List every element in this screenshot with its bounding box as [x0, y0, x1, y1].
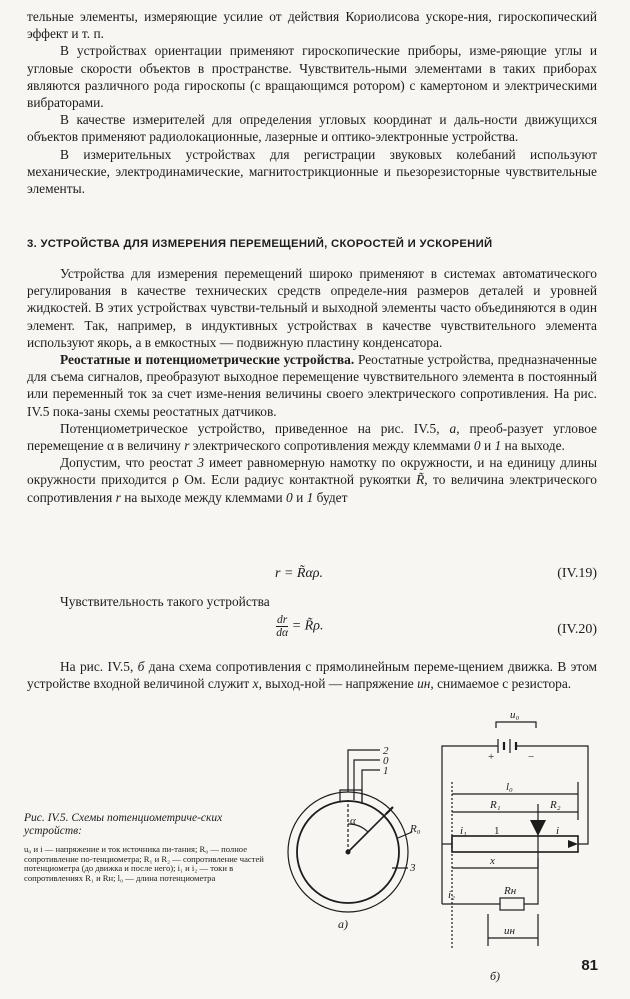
- derivative-fraction: [276, 614, 288, 639]
- p7a: Потенциометрическое устройство, приведенное на рис. IV.5,: [60, 420, 450, 436]
- label-i1: i₁: [460, 825, 467, 837]
- label-un: uн: [504, 925, 515, 937]
- p8h: 0: [286, 489, 293, 505]
- lead-0: [354, 760, 380, 800]
- p10d: x: [252, 676, 259, 692]
- equation-iv20-number: (IV.20): [557, 622, 597, 637]
- p7f: 0: [473, 438, 481, 454]
- p8j: 1: [306, 489, 314, 505]
- figure-b-linear-potentiometer: [430, 708, 615, 992]
- equation-iv19-number: (IV.19): [557, 566, 597, 581]
- p10g: , снимаемое с резистора.: [430, 676, 572, 692]
- wiper-arrowhead: [530, 820, 546, 836]
- paragraph-5: Устройства для измерения перемещений широко применяют в системах автоматического регулирования в качестве технических средств определе-ния размеров деталей и уровней жидкостей. В этих устройствах чувстви-тельный и выходной элементы часто объединяются в один элемент. Так, например, в индуктивных устройствах в качестве чувствительного элемента используют якорь, а в емкостных — подвижную пластину конденсатора.: [27, 266, 597, 350]
- label-x: x: [490, 855, 495, 867]
- u0-bracket: [496, 722, 536, 728]
- p8d: R̃: [416, 472, 425, 488]
- p10b: б: [137, 659, 145, 674]
- paragraph-3: В качестве измерителей для определения угловых координат и даль-ности движущихся объектов применяют радиолокационные, лазерные и оптико-электронные устройства.: [27, 112, 597, 145]
- label-wiper-1: 1: [494, 825, 500, 837]
- label-r0: R₀: [410, 823, 421, 835]
- current-arrowhead: [568, 840, 578, 848]
- label-minus: −: [528, 751, 535, 763]
- label-alpha: α: [350, 815, 356, 827]
- label-rn: Rн: [504, 885, 517, 897]
- paragraph-6-text: Реостатные устройства, предназначенные для съема сигналов, преобразуют выходное перемещение чувствительного элемента в постоянный или переменный ток за счет изме-нения величины своего электрического сопротивления. На рис. IV.5 пока-заны схемы реостатных датчиков.: [27, 352, 598, 419]
- resistor-body: [452, 836, 578, 852]
- wire-right: [534, 746, 588, 844]
- lead-2: [348, 750, 380, 792]
- wire-left: [442, 746, 498, 904]
- equation-iv20: [27, 614, 597, 648]
- paragraph-6: [27, 351, 597, 420]
- load-wire-right: [524, 858, 538, 904]
- paragraph-1: тельные элементы, измеряющие усилие от действия Кориолисова ускоре-ния, гироскопический эффект и т. п.: [27, 9, 597, 42]
- label-terminal-0: 0: [383, 755, 389, 767]
- paragraph-9: Чувствительность такого устройства: [60, 594, 270, 609]
- fraction-denominator: dα: [276, 627, 289, 639]
- page-number: 81: [581, 957, 598, 974]
- p10f: uн: [417, 676, 431, 692]
- p7b: а: [449, 420, 457, 436]
- label-l0: l₀: [506, 781, 513, 793]
- paragraph-10: [27, 658, 597, 692]
- lead-1: [362, 770, 380, 804]
- fraction-numerator: dr: [277, 614, 288, 626]
- p8g: на выходе между клеммами: [120, 489, 287, 505]
- p10a: На рис. IV.5,: [60, 659, 138, 674]
- p8e: , то величина электрического сопротивления: [27, 472, 597, 505]
- label-r1: R₁: [490, 799, 501, 811]
- label-r2: R₂: [550, 799, 561, 811]
- equation-iv20-rhs: = R̃ρ.: [291, 618, 324, 634]
- paragraph-4: В измерительных устройствах для регистрации звуковых колебаний используют механические, электродинамические, магнитострикционные и пьезорезисторные чувствительные элементы.: [27, 146, 597, 197]
- p8f: r: [115, 489, 121, 505]
- p7h: 1: [494, 438, 502, 454]
- label-figure-a: а): [338, 917, 348, 931]
- label-resistor-3: 3: [410, 862, 416, 874]
- p7c: , преоб-разует угловое перемещение α в величину: [27, 420, 597, 454]
- body-text-main: [27, 265, 597, 506]
- body-text-top: [27, 8, 597, 197]
- label-plus: +: [488, 751, 495, 763]
- equation-iv20-formula: [276, 614, 323, 639]
- label-terminal-1: 1: [383, 765, 389, 777]
- paragraph-2: В устройствах ориентации применяют гироскопические приборы, изме-ряющие углы и угловые скорости объектов в пространстве. Чувствитель-ными элементами в таких приборах являются различного рода гироскопы (с вращающимся ротором) с камертоном и электрическими вибраторами.: [27, 43, 597, 111]
- p10c: дана схема сопротивления с прямолинейным переме-щением движка. В этом устройстве входной величиной служит: [27, 659, 597, 692]
- p7g: и: [480, 438, 495, 454]
- load-resistor: [500, 898, 524, 910]
- figure-caption: [24, 812, 267, 883]
- p8a: Допустим, что реостат: [60, 455, 198, 471]
- label-terminal-2: 2: [383, 745, 389, 757]
- paragraph-8: [27, 454, 597, 506]
- paragraph-7: [27, 420, 597, 454]
- p8b: 3: [197, 455, 205, 471]
- p7e: электрического сопротивления между клеммами: [189, 438, 474, 454]
- label-i2: i₂: [448, 889, 455, 901]
- caption-title: Рис. IV.5. Схемы потенциометриче-ских устройств:: [24, 812, 223, 837]
- pivot: [346, 850, 351, 855]
- label-figure-b: б): [490, 969, 501, 983]
- figure-a-circular-potentiometer: [280, 740, 430, 990]
- p8c: имеет равномерную намотку по окружности, и на единицу длины окружности приходится ρ Ом. Если радиус контактной рукоятки: [27, 455, 597, 488]
- p8k: будет: [313, 489, 348, 505]
- body-text-bottom: [27, 658, 597, 692]
- p8i: и: [292, 489, 307, 505]
- equation-iv19: [27, 566, 597, 592]
- p10e: , выход-ной — напряжение: [258, 676, 418, 692]
- label-i: i: [556, 825, 560, 837]
- equation-iv19-formula: r = R̃αρ.: [275, 566, 324, 581]
- run-heading: Реостатные и потенциометрические устройства.: [60, 352, 355, 368]
- p7d: r: [184, 438, 190, 454]
- sensitivity-line: [27, 593, 597, 610]
- section-heading: 3. УСТРОЙСТВА ДЛЯ ИЗМЕРЕНИЯ ПЕРЕМЕЩЕНИЙ, СКОРОСТЕЙ И УСКОРЕНИЙ: [27, 238, 493, 250]
- caption-text: u₀ и i — напряжение и ток источника пи-тания; R₀ — полное сопротивление по-тенциометра; R₁ и R₂ — сопротивление частей потенциометра (до движка и после него); i₁ и i₂ — токи в сопротивлениях R₁ и Rн; l₀ — длина потенциометра: [24, 844, 264, 883]
- p7i: на выходе.: [501, 438, 565, 454]
- label-u0: u₀: [510, 709, 520, 721]
